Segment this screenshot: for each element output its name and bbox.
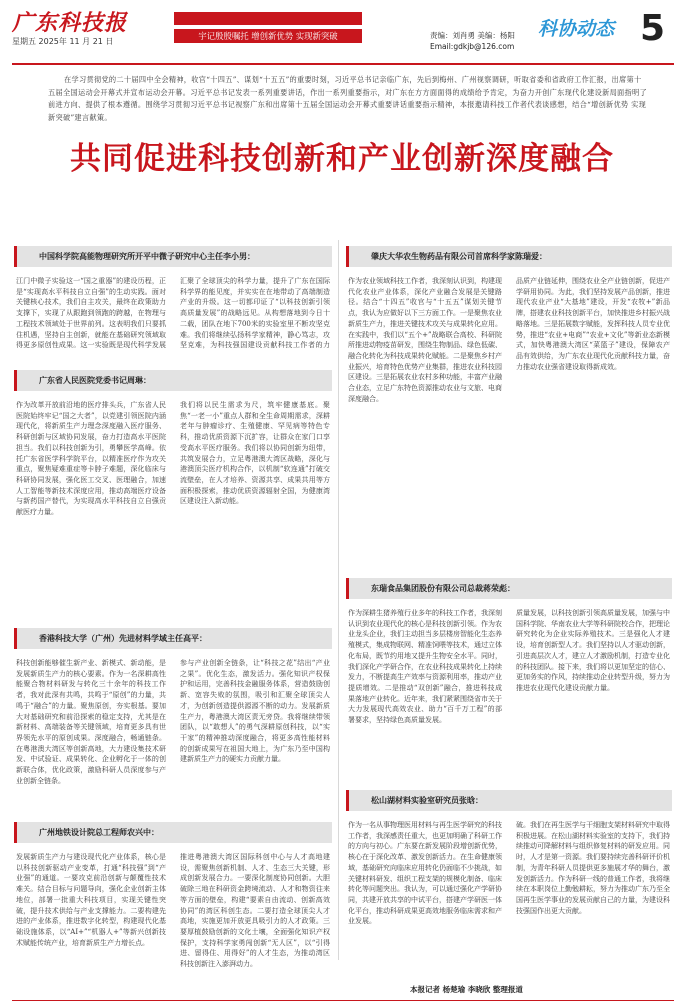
- article-heading: 东瑞食品集团股份有限公司总裁蒋荣彪：: [346, 578, 672, 599]
- article-column: 破。我们在再生医学与干细胞支架材料研究中取得积极进展。在松山湖材料实验室的支持下，我们持续推动可降解材料与组织修复材料的研发应用。同时，人才是第一资源。我们要持续完善科研评价机制，为青年科研人员提供更多施展才华的舞台，激发创新活力。作为科研一线的普通工作者，我将继续在本职岗位上勤勉耕耘，努力为推动广东乃至全国再生医学事业的发展贡献自己的力量，为建设科技强国作出更大贡献。: [516, 821, 670, 915]
- article-li-xiaonan: [14, 246, 332, 350]
- page-number: 5: [640, 8, 666, 49]
- article-column: 参与产业创新全链条，让“科技之花”结出“产业之果”。优化生态，激发活力。强化知识产权保护和运用，完善科技金融服务体系，营造鼓励创新、宽容失败的氛围，吸引和汇聚全球顶尖人才，为创新创造提供源源不断的动力。发展新质生产力，粤港澳大湾区责无旁贷。我将继续带领团队，以“敢想人”的勇气深耕原创科技，以“实干家”的精神推动深度融合，将更多高性能材料的创新成果写在祖国大地上，为广东乃至中国构建新质生产力的硬实力贡献力量。: [180, 659, 330, 764]
- section-name: 科协动态: [538, 18, 615, 40]
- article-zhang-han: [346, 790, 672, 978]
- article-heading: 中国科学院高能物理研究所开平中微子研究中心主任李小男：: [14, 246, 332, 267]
- editor-names: 责编：刘肖勇 美编：杨阳: [430, 31, 515, 40]
- masthead-divider: [12, 63, 674, 65]
- section-title: [538, 10, 636, 50]
- article-heading: 肇庆大华农生物药品有限公司首席科学家陈瑞爱：: [346, 246, 672, 267]
- article-column: 我们将以民生需求为尺，筑牢健康基底。聚焦“一老一小”重点人群和全生命周期需求，深耕老年与肿瘤诊疗、生殖健康、罕见病等特色专科，推动优质资源下沉扩容，让群众在家门口享受高水平医疗服务。我们将以协同创新为纽带，共筑发展合力，立足粤港澳大湾区战略，深化与港澳顶尖医疗机构合作，以机制“软连通”打破交流壁垒，在人才培养、资源共享、成果共用等方面积极探索，推动优质资源辐射全国，为健康湾区建设注入新动能。: [180, 401, 330, 506]
- lead-paragraph: 在学习贯彻党的二十届四中全会精神，收官“十四五”、谋划“十五五”的重要时刻，习近平总书记亲临广东，先后到梅州、广州视察调研，听取省委和省政府工作汇报，出席第十五届全国运动会开幕式并宣布运动会开幕。习近平总书记发表一系列重要讲话，作出一系列重要指示，对广东在方方面面得的成绩给予肯定，为奋力开创广东现代化建设新局面指明了前进方向、提供了根本遵循。围绕学习贯彻习近平总书记视察广东和出席第十五届全国运动会开幕式重要讲话重要指示精神，本报邀请科技工作者代表谈感想，结合“增创新优势 实现新突破”建言献策。: [48, 75, 648, 122]
- article-column: 发展新质生产力与建设现代化产业体系，核心是以科技创新驱动产业变革，打通“科技强”到“产业强”的通道。一要攻克前沿创新与颠覆性技术难关。结合目标与问题导向，强化企业创新主体地位，部署一批重大科技项目，实现关键性突破，提升技术供给与产业支撑能力。二要构建先进的产业体系，推进数字化转型，构建现代化基础设施体系，以“AI+”“机器人+”等新兴创新技术赋能传统产业，培育新质生产力增长点。: [16, 853, 166, 947]
- article-heading: 广东省人民医院党委书记周琳：: [14, 370, 332, 391]
- page-headline: 共同促进科技创新和产业创新深度融合: [70, 141, 614, 177]
- article-column: 推进粤港澳大湾区国际科创中心与人才高地建设，需聚焦创新机制、人才、生态三大关键，形成创新发展合力。一要深化制度协同创新。大胆破除三地在科研资金跨境流动、人才和物资往来等方面的壁垒，构建“要素自由流动、创新高效协同”的湾区科创生态。二要打造全球顶尖人才高地，实施更加开放更具吸引力的人才政策。三要厚植鼓励创新的文化土壤，全面强化知识产权保护，支持科学家勇闯创新“无人区”，以“引得进、留得住、用得好”的人才生态，为推动湾区科技创新注入澎湃动力。: [180, 853, 330, 969]
- article-column: 作为改革开放前沿地的医疗排头兵，广东省人民医院始终牢记“国之大者”，以党建引领医院内涵现代化，将新质生产力理念深度融入医疗服务、科研创新与区域协同发展，奋力打造高水平医院担当。我们以科技创新为引，勇攀医学高峰。依托广东省医学科学院平台，以精准医疗作为攻关重点，聚焦疑难重症等卡脖子难题，深化临床与科研协同发展，强化医工交叉、医理融合，加速人工智能等新技术深度应用，推动高端医疗设备与新药国产替代，为实现高水平科技自立自强贡献医疗力量。: [16, 401, 166, 517]
- column-divider: [338, 240, 339, 960]
- newspaper-title: 广东科技报: [12, 11, 128, 36]
- article-chen-ruiai: [346, 246, 672, 558]
- article-nong-xingzhong: [14, 822, 332, 982]
- article-heading: 松山湖材料实验室研究员张晗：: [346, 790, 672, 811]
- article-heading: 广州地铁设计院总工程师农兴中：: [14, 822, 332, 843]
- article-column: 品质产业链延伸，围绕农业全产业链创新，促进产学研用协同。为此，我们坚持发展产品创新，推进现代农业产业“大基地”建设，开发“农牧+”新品牌，搭建农业科技创新平台，加快推进乡村振兴战略落地。三是拓展数字赋能，发挥科技人员专业优势，推进“农业+电商”“农业+文化”等新业态新模式，加快粤港澳大湾区“菜篮子”建设，保障农产品有效供给，为广东农业现代化贡献科技力量，奋力推动农业强省建设取得新成效。: [516, 277, 670, 371]
- slogan-banner: 宇记殷殷嘱托 增创新优势 实现新突破: [174, 29, 362, 43]
- article-column: 作为深耕生猪养殖行业多年的科技工作者，我深刻认识到农业现代化的核心是科技创新引领。作为农业龙头企业，我们主动担当多层楼房智能化生态养殖模式，集成物联网、精准饲喂等技术，通过立体化布局，既节约用地又提升生物安全水平。同时，我们深化产学研合作，在农业科技成果转化上持续发力，不断提高生产效率与资源利用率，推动产业提质增效。二是推动“双创新”融合，推进科技成果落地产业转化。近年来，我们紧紧围绕省市关于大力发展现代高效农业、助力“百千万工程”的部署要求，坚持绿色高质量发展。: [348, 609, 502, 725]
- issue-date: 星期五 2025年 11 月 21 日: [12, 37, 114, 46]
- banner-ornament: [174, 12, 362, 25]
- reporter-credit: 本报记者 杨楚瑜 李晓欣 整理报道: [410, 985, 523, 994]
- editor-credits: [430, 30, 515, 52]
- editor-email: Email:gdkjb@126.com: [430, 42, 515, 51]
- bottom-divider: [12, 1000, 674, 1001]
- article-jiang-rongbiao: [346, 578, 672, 760]
- article-column: 科技创新能够催生新产业、新模式、新动能，是发展新质生产力的核心要素。作为一名深耕高性能聚合物材料研发与转化三十余年的科技工作者，我对此深有共鸣，共鸣于“原创”的力量，共鸣于“融合”的力量。聚焦原创，夯实根基。要加大对基础研究和前沿探索的稳定支持，尤其是在新材料、高端装备等关键领域，培育更多具有世界领先水平的原创成果。深度融合，畅通链条。在粤港澳大湾区等创新高地，大力建设集技术研发、中试验证、成果转化、企业孵化于一体的创新联合体，优化政策，激励科研人员深度参与产业创新全链条。: [16, 659, 166, 785]
- article-gao-ping: [14, 628, 332, 828]
- masthead: [12, 6, 674, 66]
- article-column: 汇聚了全球顶尖的科学力量，提升了广东在国际科学界的能见度，并实实在在地带动了高端制造产业的升级。这一切都印证了“以科技创新引领高质量发展”的战略远见。从构想落地到今日十二载，团队在地下700米的实验室里不断攻坚克难。我们将继续弘扬科学家精神，静心笃志，攻坚克难，为科技强国建设贡献科技工作者的力: [180, 277, 330, 350]
- article-column: 作为一名从事物理医用材料与再生医学研究的科技工作者，我深感责任重大，也更加明确了科研工作的方向与初心。广东要在新发展阶段增创新优势，核心在于深化改革、激发创新活力。在生命健康领域，基础研究向临床应用转化仍面临不少挑战，如关键材料研发、组织工程支架的规模化制备、临床转化等问题突出。我认为，可以通过强化产学研协同，共建开放共享的中试平台，搭建产学研医一体化平台，推动科研成果更高效地服务临床需求和产业发展。: [348, 821, 502, 926]
- article-column: 作为农业领域科技工作者，我深刻认识到，构建现代化农业产业体系，深化产业融合发展是关键路径。结合“十四五”收官与“十五五”谋划关键节点，我认为应做好以下三方面工作。一是聚焦农业新质生产力，推进关键技术攻关与成果转化应用。在实践中，我们以“五个+”战略联合高校、科研院所推进动物疫苗研发，围绕生物制品、绿色低碳、融合化转化为科技成果转化赋能。二是聚焦乡村产业振兴，培育特色优势产业集群，推进农业科技园区建设。三是拓展农业农村多种功能，丰富产业融合业态，立足广东特色资源推动农业与文旅、电商深度融合。: [348, 277, 502, 403]
- article-column: 质量发展，以科技创新引领高质量发展，加强与中国科学院、华南农业大学等科研院校合作，把理论研究转化为企业实际养殖技术。三是强化人才建设，培育创新型人才。我们坚持以人才驱动创新，引进高层次人才，建立人才激励机制，打造专业化的科技团队。接下来，我们将以更加坚定的信心、更加务实的作风，持续推动企业转型升级，努力为推进农业现代化建设贡献力量。: [516, 609, 670, 692]
- article-heading: 香港科技大学（广州）先进材料学域主任高平：: [14, 628, 332, 649]
- article-column: 江门中微子实验这一“国之重器”的建设历程，正是“实现高水平科技自立自强”的生动实践。面对关键核心技术，我们自主攻关，最终在政策助力支撑下，实现了从跟跑到领跑的跨越，在物理与工程技术领域处于世界前列。这表明我们只要抓住机遇，坚持自主创新，就能在基础研究领域取得更多原创性成果。这一实验既是现代科学发展: [16, 277, 166, 350]
- article-zhou-lin: [14, 370, 332, 530]
